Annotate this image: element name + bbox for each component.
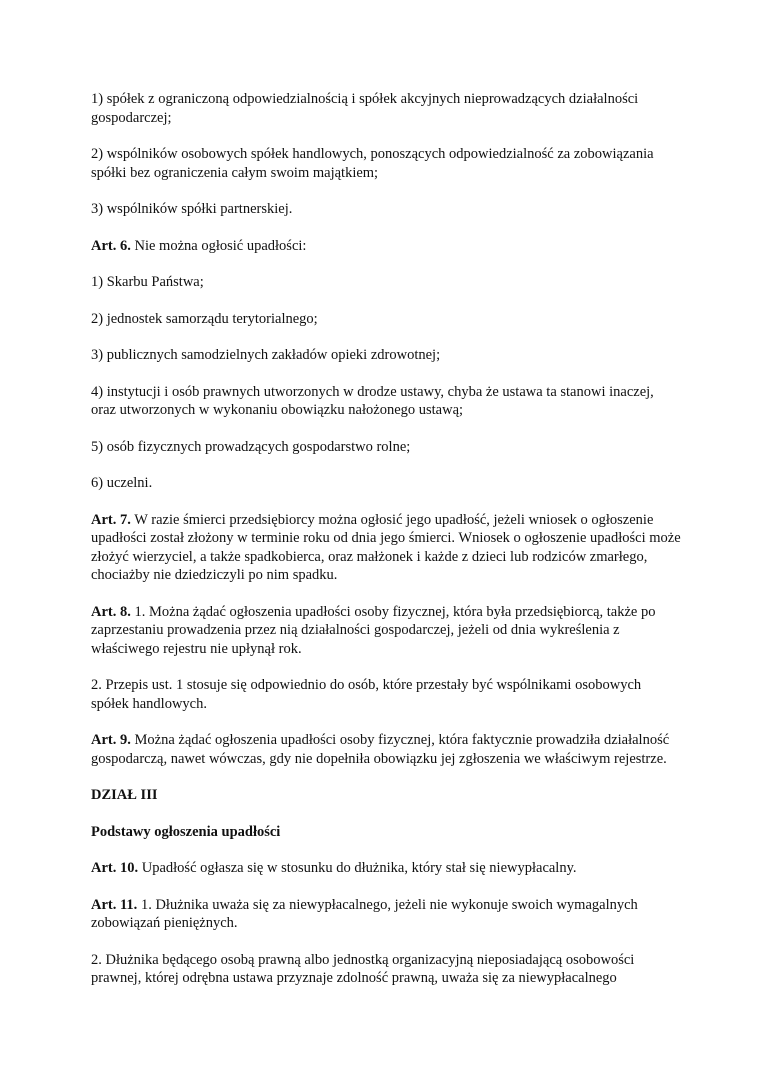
list-item: 3) publicznych samodzielnych zakładów opieki zdrowotnej;	[91, 347, 441, 363]
list-item: 1) Skarbu Państwa;	[91, 274, 204, 290]
article-8-paragraph-2: 2. Przepis ust. 1 stosuje się odpowiednio do osób, które przestały być wspólnikami osobowych spółek handlowych.	[91, 677, 642, 712]
article-label: Art. 10.	[91, 860, 139, 876]
article-10: Art. 10. Upadłość ogłasza się w stosunku do dłużnika, który stał się niewypłacalny.	[91, 860, 577, 876]
article-8: Art. 8. 1. Można żądać ogłoszenia upadłości osoby fizycznej, która była przedsiębiorcą, także po zaprzestaniu prowadzenia przez nią działalności gospodarczej, jeżeli od dnia wykreślenia z właściwego rejestru nie upłynął rok.	[91, 603, 656, 657]
list-item: 1) spółek z ograniczoną odpowiedzialnością i spółek akcyjnych nieprowadzących działalności gospodarczej;	[91, 91, 639, 126]
list-item: 5) osób fizycznych prowadzących gospodarstwo rolne;	[91, 438, 411, 455]
article-6: Art. 6. Nie można ogłosić upadłości:	[91, 237, 307, 254]
article-label: Art. 8.	[91, 603, 131, 620]
list-item: 3) wspólników spółki partnerskiej.	[91, 201, 293, 217]
list-item: 2) jednostek samorządu terytorialnego;	[91, 310, 318, 327]
article-label: Art. 6.	[91, 237, 131, 254]
list-item: 6) uczelni.	[91, 475, 153, 491]
section-title: Podstawy ogłoszenia upadłości	[91, 823, 281, 840]
article-label: Art. 11.	[91, 896, 138, 913]
article-9: Art. 9. Można żądać ogłoszenia upadłości osoby fizycznej, która faktycznie prowadziła działalność gospodarczą, nawet wówczas, gdy nie dopełniła obowiązku jej zgłoszenia we właściwym rejestrze.	[91, 732, 670, 767]
division-heading: DZIAŁ III	[91, 787, 158, 803]
article-7: Art. 7. W razie śmierci przedsiębiorcy można ogłosić jego upadłość, jeżeli wniosek o ogłoszenie upadłości został złożony w terminie roku od dnia jego śmierci. Wniosek o ogłoszenie upadłości może złożyć wierzyciel, a także spadkobierca, oraz małżonek i każde z dzieci lub rodziców zmarłego, chociażby nie dziedziczyli po nim spadku.	[91, 511, 681, 583]
list-item: 2) wspólników osobowych spółek handlowych, ponoszących odpowiedzialność za zobowiązania spółki bez ograniczenia całym swoim majątkiem;	[91, 146, 654, 181]
article-label: Art. 7.	[91, 511, 131, 528]
article-11: Art. 11. 1. Dłużnika uważa się za niewypłacalnego, jeżeli nie wykonuje swoich wymagalnych zobowiązań pieniężnych.	[91, 896, 638, 931]
list-item: 4) instytucji i osób prawnych utworzonych w drodze ustawy, chyba że ustawa ta stanowi inaczej, oraz utworzonych w wykonaniu obowiązku nałożonego ustawą;	[91, 383, 654, 418]
article-label: Art. 9.	[91, 732, 131, 748]
article-11-paragraph-2: 2. Dłużnika będącego osobą prawną albo jednostką organizacyjną nieposiadającą osobowości prawnej, której odrębna ustawa przyznaje zdolność prawną, uważa się za niewypłacalnego	[91, 951, 635, 986]
